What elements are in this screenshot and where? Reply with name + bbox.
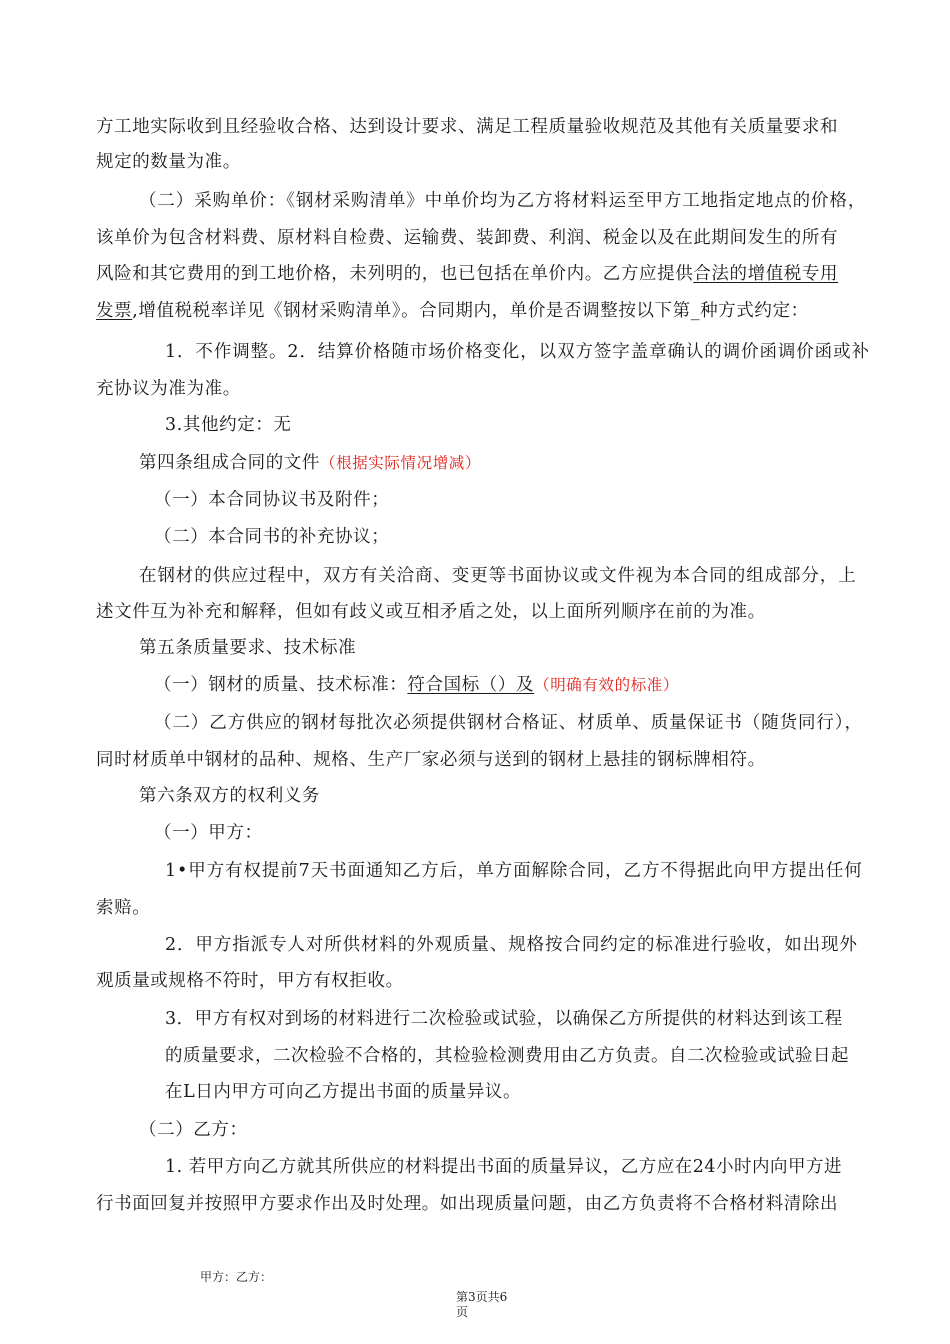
paragraph-line: 在L日内甲方可向乙方提出书面的质量异议。	[165, 1082, 522, 1102]
signature-line: 甲方：乙方：	[200, 1270, 273, 1284]
paragraph-line: （二）采购单价：《钢材采购清单》中单价均为乙方将材料运至甲方工地指定地点的价格，	[139, 191, 867, 211]
underlined-term: 发票	[96, 301, 133, 321]
list-item: （一）本合同协议书及附件；	[154, 490, 390, 510]
list-item: （二）乙方：	[139, 1120, 248, 1140]
underlined-term: 符合国标（）及	[407, 675, 535, 695]
underlined-term: 合法的增值税专用	[693, 264, 839, 284]
page-number: 第3页共6	[456, 1290, 508, 1304]
paragraph-line: 1．不作调整。2．结算价格随市场价格变化，以双方签字盖章确认的调价函调价函或补	[165, 342, 870, 362]
list-item: （一）甲方：	[154, 823, 263, 843]
red-note: （根据实际情况增减）	[320, 454, 482, 472]
paragraph-line: （二）乙方供应的钢材每批次必须提供钢材合格证、材质单、质量保证书（随货同行），	[154, 713, 863, 733]
paragraph-line: 的质量要求，二次检验不合格的，其检验检测费用由乙方负责。自二次检验或试验日起	[165, 1046, 849, 1066]
paragraph-line: 1•甲方有权提前7天书面通知乙方后，单方面解除合同，乙方不得据此向甲方提出任何	[165, 861, 863, 881]
heading-text: 第四条组成合同的文件	[139, 453, 320, 473]
section-heading: 第六条双方的权利义务	[139, 786, 320, 806]
paragraph-line: 2．甲方指派专人对所供材料的外观质量、规格按合同约定的标准进行验收，如出现外	[165, 935, 858, 955]
section-heading	[139, 451, 481, 475]
paragraph-line: 该单价为包含材料费、原材料自检费、运输费、装卸费、利润、税金以及在此期间发生的所有	[96, 228, 839, 248]
paragraph-line: 规定的数量为准。	[96, 152, 241, 172]
paragraph-line: 索赔。	[96, 898, 151, 918]
text-segment: 风险和其它费用的到工地价格，未列明的，也已包括在单价内。乙方应提供	[96, 264, 694, 284]
paragraph-line: 充协议为准为准。	[96, 379, 241, 399]
paragraph-line: 行书面回复并按照甲方要求作出及时处理。如出现质量问题，由乙方负责将不合格材料清除出	[96, 1194, 839, 1214]
text-segment: ,增值税税率详见《钢材采购清单》。合同期内，单价是否调整按以下第_种方式约定：	[132, 301, 809, 321]
page-number-suffix: 页	[456, 1305, 469, 1319]
paragraph-line	[96, 262, 838, 286]
paragraph-line: 3.其他约定：无	[165, 415, 292, 435]
section-heading: 第五条质量要求、技术标准	[139, 638, 357, 658]
paragraph-line: 方工地实际收到且经验收合格、达到设计要求、满足工程质量验收规范及其他有关质量要求和	[96, 117, 839, 137]
list-item: （二）本合同书的补充协议；	[154, 527, 390, 547]
paragraph-line: 述文件互为补充和解释，但如有歧义或互相矛盾之处，以上面所列顺序在前的为准。	[96, 602, 766, 622]
red-note: （明确有效的标准）	[534, 676, 680, 694]
list-item	[154, 673, 679, 697]
paragraph-line: 观质量或规格不符时，甲方有权拒收。	[96, 971, 404, 991]
paragraph-line	[96, 299, 809, 323]
paragraph-line: 同时材质单中钢材的品种、规格、生产厂家必须与送到的钢材上悬挂的钢标牌相符。	[96, 750, 766, 770]
paragraph-line: 在钢材的供应过程中，双方有关洽商、变更等书面协议或文件视为本合同的组成部分，上	[139, 566, 857, 586]
text-segment: （一）钢材的质量、技术标准：	[154, 675, 408, 695]
paragraph-line: 3．甲方有权对到场的材料进行二次检验或试验，以确保乙方所提供的材料达到该工程	[165, 1009, 843, 1029]
paragraph-line: 1. 若甲方向乙方就其所供应的材料提出书面的质量异议，乙方应在24小时内向甲方进	[165, 1157, 843, 1177]
